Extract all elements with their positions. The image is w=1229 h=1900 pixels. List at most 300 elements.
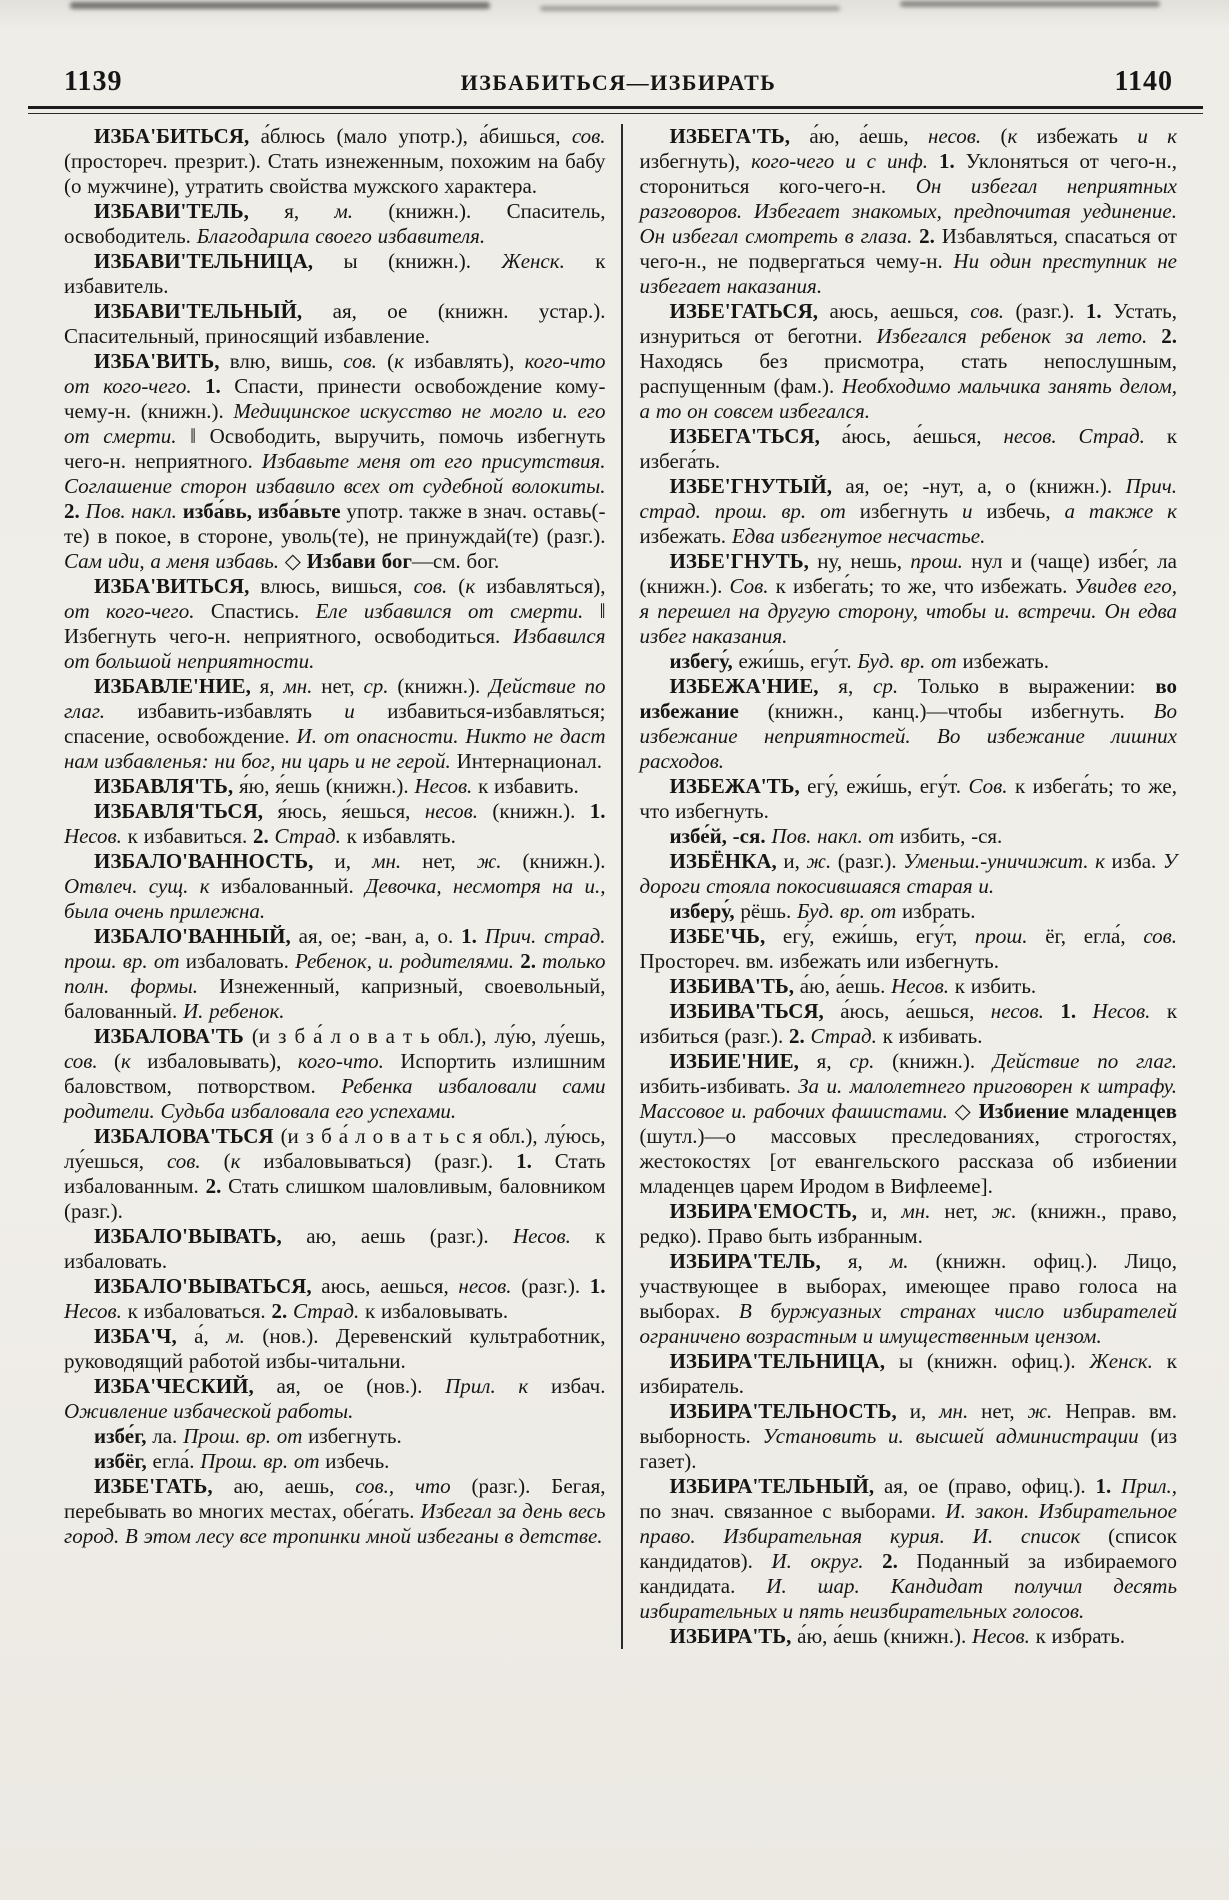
text-run: избавиться-избавляться; спасение, освобождение. bbox=[64, 699, 606, 748]
text-run: Страд. bbox=[810, 1024, 877, 1048]
text-run: я, bbox=[284, 199, 335, 223]
dictionary-entry bbox=[64, 299, 606, 349]
text-run: Несов. bbox=[971, 1624, 1030, 1648]
dictionary-entry bbox=[64, 1424, 606, 1449]
dictionary-entry bbox=[640, 1349, 1178, 1399]
text-run: ая, ое (книжн. устар.). Спасительный, приносящий избавление. bbox=[64, 299, 606, 348]
text-run: ИЗБАЛОВА'ТЬСЯ bbox=[94, 1124, 281, 1148]
text-run: ИЗБАВЛЯ'ТЬ, bbox=[94, 774, 239, 798]
text-run: ну, нешь, bbox=[817, 549, 911, 573]
dictionary-entry bbox=[64, 574, 606, 674]
text-run: Уменьш.-уничижит. к bbox=[903, 849, 1105, 873]
text-run: а́ю, а́ешь (книжн.). bbox=[797, 1624, 972, 1648]
text-run: я, bbox=[816, 1049, 850, 1073]
text-run: нет, bbox=[312, 674, 364, 698]
text-run: 1. bbox=[1060, 999, 1077, 1023]
text-run: кого-что от кого-чего. bbox=[64, 349, 606, 398]
text-run: Стать избалованным. bbox=[64, 1149, 606, 1198]
text-run: избрать. bbox=[896, 899, 976, 923]
text-run: по знач. связанное с выборами. bbox=[639, 1499, 946, 1523]
text-run: (список кандидатов). bbox=[639, 1524, 1177, 1573]
text-run: 1. bbox=[589, 799, 606, 823]
text-run: и bbox=[344, 699, 355, 723]
text-run: ая, ое; -ван, а, о. bbox=[298, 924, 462, 948]
right-column bbox=[621, 124, 1178, 1649]
text-run: Медицинское искусство не могло и. его от смерти. bbox=[64, 399, 606, 448]
dictionary-entry bbox=[640, 1249, 1178, 1349]
text-run: избить-избивать. bbox=[639, 1074, 799, 1098]
text-run: и bbox=[962, 499, 973, 523]
text-run: м. bbox=[334, 199, 354, 223]
left-page-number: 1139 bbox=[64, 66, 123, 97]
text-run: Ребенок, и. родителями. bbox=[295, 949, 514, 973]
text-run: избежать bbox=[1017, 124, 1138, 148]
dictionary-entry bbox=[640, 124, 1178, 299]
text-run: Страд. bbox=[292, 1299, 360, 1323]
text-run: Страд. bbox=[274, 824, 341, 848]
text-run: я́юсь, я́ешься, bbox=[277, 799, 425, 823]
text-run: мн. bbox=[939, 1399, 969, 1423]
text-run: сов. bbox=[64, 1049, 98, 1073]
text-run: ИЗБИРА'ТЕЛЬНОСТЬ, bbox=[669, 1399, 910, 1423]
text-run: Несов. bbox=[414, 774, 473, 798]
text-run: Девочка, несмотря на и., была очень прилежна. bbox=[64, 874, 606, 923]
page-header bbox=[64, 66, 1173, 98]
text-run: Пов. накл. bbox=[85, 499, 177, 523]
text-run: ИЗБИВА'ТЬСЯ, bbox=[669, 999, 841, 1023]
text-run: несов. bbox=[927, 124, 982, 148]
text-run: к bbox=[121, 1049, 131, 1073]
text-run: —см. бог. bbox=[411, 549, 500, 573]
text-run: нет, bbox=[968, 1399, 1028, 1423]
text-run: Установить и. высшей администрации bbox=[762, 1424, 1139, 1448]
text-run: (книжн.). Спаситель, освободитель. bbox=[64, 199, 606, 248]
text-run: м. bbox=[889, 1249, 909, 1273]
text-run: Действие по глаг. bbox=[992, 1049, 1177, 1073]
text-run: Изнеженный, капризный, своевольный, балованный. bbox=[64, 974, 606, 1023]
text-run: прош. bbox=[910, 549, 963, 573]
text-run: к избивать. bbox=[876, 1024, 983, 1048]
scan-artifact bbox=[540, 6, 840, 11]
text-run: ср. bbox=[363, 674, 389, 698]
text-run: ИЗБЕЖА'ТЬ, bbox=[669, 774, 808, 798]
text-run: Несов. bbox=[513, 1224, 571, 1248]
text-run: я, bbox=[259, 674, 284, 698]
text-run: 2. bbox=[882, 1549, 898, 1573]
text-run: И. закон. Избирательное право. Избирательная курия. И. список bbox=[639, 1499, 1178, 1548]
text-run: и, bbox=[334, 849, 373, 873]
text-run: аюсь, аешься, bbox=[321, 1274, 459, 1298]
text-run: аюсь, аешься, bbox=[829, 299, 971, 323]
text-run: Прич. страд. прош. вр. от bbox=[64, 924, 606, 973]
text-run: к избавитель. bbox=[64, 249, 606, 298]
text-run: от кого-чего. bbox=[64, 599, 195, 623]
text-run: (книжн., канц.)—чтобы избегнуть. bbox=[738, 699, 1154, 723]
text-run: несов. bbox=[458, 1274, 512, 1298]
text-run: аю, аешь (разг.). bbox=[306, 1224, 513, 1248]
text-run: Едва избегнутое несчастье. bbox=[731, 524, 986, 548]
dictionary-entry bbox=[640, 424, 1178, 474]
right-page-number: 1140 bbox=[1114, 66, 1173, 97]
text-run: (книжн., право, редко). Право быть избранным. bbox=[639, 1199, 1177, 1248]
text-run: ИЗБА'ЧЕСКИЙ, bbox=[94, 1374, 277, 1398]
text-run: мн. bbox=[372, 849, 402, 873]
dictionary-entry bbox=[64, 674, 606, 774]
dictionary-entry bbox=[640, 299, 1178, 424]
text-run: ИЗБА'Ч, bbox=[94, 1324, 195, 1348]
text-run: ж. bbox=[991, 1199, 1017, 1223]
text-run: Избегал за день весь город. В этом лесу все тропинки мной избеганы в детстве. bbox=[64, 1499, 606, 1548]
text-run bbox=[864, 1549, 883, 1573]
dictionary-entry bbox=[64, 1024, 606, 1124]
text-run: избаловываться) (разг.). bbox=[240, 1149, 517, 1173]
dictionary-entry bbox=[64, 1474, 606, 1549]
text-run: к избаловать. bbox=[64, 1224, 606, 1273]
text-run: Прил. к bbox=[445, 1374, 529, 1398]
text-run: (разг.). bbox=[511, 1274, 590, 1298]
text-run: избечь, bbox=[972, 499, 1065, 523]
text-run: прош. bbox=[974, 924, 1028, 948]
text-run: Избавьте меня от его присутствия. Соглашение сторон избавило всех от судебной волокиты. bbox=[64, 449, 606, 498]
text-run: аю, аешь, bbox=[233, 1474, 356, 1498]
text-run: (шутл.)—о массовых преследованиях, строгостях, жестокостях [от евангельского рассказа об избиении младенцев царем Иродом в Вифлееме]. bbox=[639, 1124, 1177, 1198]
text-run: Ребенка избаловали сами родители. Судьба избаловала его успехами. bbox=[64, 1074, 606, 1123]
text-run: 1. bbox=[516, 1149, 532, 1173]
text-run: ИЗБИВА'ТЬ, bbox=[669, 974, 800, 998]
scan-artifact bbox=[70, 2, 490, 9]
text-run: и, bbox=[783, 849, 807, 873]
text-run: сов. bbox=[1143, 924, 1177, 948]
text-run: Пов. накл. от bbox=[771, 824, 895, 848]
text-run: ИЗБАВЛЯ'ТЬСЯ, bbox=[94, 799, 278, 823]
text-run: к bbox=[394, 349, 404, 373]
text-run: изберу́, bbox=[669, 899, 741, 923]
text-run bbox=[1111, 1474, 1121, 1498]
text-run: мн. bbox=[283, 674, 313, 698]
text-run: Спастись. bbox=[194, 599, 316, 623]
text-run: м. bbox=[226, 1324, 245, 1348]
text-run: сов. bbox=[166, 1149, 201, 1173]
text-run: избить, -ся. bbox=[894, 824, 1003, 848]
text-run: егу́, ежи́шь, егу́т, bbox=[782, 924, 975, 948]
text-run: (книжн.). bbox=[477, 799, 590, 823]
dictionary-entry bbox=[640, 824, 1178, 849]
header-rule bbox=[28, 106, 1203, 114]
text-run: изба. bbox=[1104, 849, 1163, 873]
text-run: Несов. bbox=[64, 824, 122, 848]
dictionary-entry bbox=[640, 474, 1178, 549]
text-run: избаловать. bbox=[179, 949, 296, 973]
text-run: ИЗБАВЛЕ'НИЕ, bbox=[94, 674, 260, 698]
text-run: ИЗБИРА'ТЕЛЬ, bbox=[669, 1249, 848, 1273]
text-run: ИЗБАЛО'ВЫВАТЬ, bbox=[94, 1224, 307, 1248]
text-run: Он избегал неприятных разговоров. Избегает знакомых, предпочитая уединение. Он избегал смотреть в глаза. bbox=[639, 174, 1177, 248]
text-run: я, bbox=[847, 1249, 890, 1273]
text-run: ая, ое (нов.). bbox=[276, 1374, 446, 1398]
text-run: влю, вишь, bbox=[229, 349, 344, 373]
text-run: ая, ое; -нут, а, о (книжн.). bbox=[845, 474, 1126, 498]
text-run: и, bbox=[909, 1399, 940, 1423]
text-run: нет, bbox=[401, 849, 477, 873]
text-run: избавить-избавлять bbox=[105, 699, 345, 723]
text-run: рёшь. bbox=[740, 899, 797, 923]
text-run: ИЗБЕ'ГАТЬ, bbox=[94, 1474, 234, 1498]
text-run: ( bbox=[200, 1149, 231, 1173]
text-run: ср. bbox=[873, 674, 899, 698]
text-run: а́юсь, а́ешься, bbox=[840, 999, 991, 1023]
text-run: ИЗБЕ'ГНУТЫЙ, bbox=[669, 474, 846, 498]
text-run: Находясь без присмотра, стать непослушным, распущенным (фам.). bbox=[639, 349, 1177, 398]
text-run: ( bbox=[376, 349, 395, 373]
dictionary-entry bbox=[64, 799, 606, 849]
text-run: ж. bbox=[476, 849, 502, 873]
text-run bbox=[1044, 999, 1060, 1023]
text-run: Интернационал. bbox=[450, 749, 602, 773]
text-run: Устать, изнуриться от беготни. bbox=[639, 299, 1177, 348]
text-run: 2. bbox=[789, 1024, 805, 1048]
text-run: 2. bbox=[253, 824, 269, 848]
text-run: ИЗБАВИ'ТЕЛЬНЫЙ, bbox=[94, 299, 333, 323]
text-run: ИЗБИРА'ТЬ, bbox=[669, 1624, 798, 1648]
dictionary-entry bbox=[640, 974, 1178, 999]
text-run: Благодарила своего избавителя. bbox=[196, 224, 486, 248]
dictionary-entry bbox=[640, 899, 1178, 924]
dictionary-entry bbox=[640, 1474, 1178, 1624]
text-run: и, bbox=[870, 1199, 902, 1223]
text-run: Сов. bbox=[729, 574, 769, 598]
text-run: к bbox=[230, 1149, 241, 1173]
text-run: (простореч. презрит.). Стать изнеженным, похожим на бабу (о мужчине), утратить свойства мужского характера. bbox=[64, 149, 606, 198]
text-run: ИЗБЕГА'ТЬ, bbox=[669, 124, 810, 148]
text-run: ИЗБИЕ'НИЕ, bbox=[669, 1049, 817, 1073]
text-run: У дороги стояла покосившаяся старая и. bbox=[639, 849, 1177, 898]
text-run: ( bbox=[97, 1049, 122, 1073]
dictionary-entry bbox=[640, 849, 1178, 899]
dictionary-entry bbox=[640, 1399, 1178, 1474]
text-run: изба́вь, изба́вьте bbox=[182, 499, 341, 523]
dictionary-entry bbox=[64, 199, 606, 249]
text-run: кого-что. bbox=[297, 1049, 384, 1073]
dictionary-entry bbox=[64, 249, 606, 299]
text-run: 1. bbox=[589, 1274, 606, 1298]
text-run: а́, bbox=[194, 1324, 227, 1348]
text-run: ИЗБЕ'ГНУТЬ, bbox=[669, 549, 818, 573]
text-run bbox=[1147, 324, 1161, 348]
text-run: Во избежание неприятностей. Во избежание лишних расходов. bbox=[639, 699, 1177, 773]
text-run: Простореч. вм. избежать или избегнуть. bbox=[639, 949, 999, 973]
dictionary-entry bbox=[64, 1124, 606, 1224]
text-run: (книжн.). bbox=[388, 674, 490, 698]
text-run: ёг, егла́, bbox=[1027, 924, 1144, 948]
text-run: к bbox=[1007, 124, 1018, 148]
text-run: ИЗБЕЖА'НИЕ, bbox=[669, 674, 839, 698]
text-run: 2. bbox=[205, 1174, 222, 1198]
text-run: 1. bbox=[461, 924, 477, 948]
text-run: Только в выражении: bbox=[898, 674, 1156, 698]
text-run: к избавить. bbox=[472, 774, 579, 798]
text-run: избе́й, -ся. bbox=[669, 824, 766, 848]
text-run: к bbox=[465, 574, 476, 598]
dictionary-entry bbox=[64, 774, 606, 799]
text-run: Женск. bbox=[1089, 1349, 1153, 1373]
text-run: ИЗБЁНКА, bbox=[669, 849, 784, 873]
text-run: к избега́ть. bbox=[639, 424, 1178, 473]
text-run: 1. bbox=[1085, 299, 1102, 323]
text-run: Прич. страд. прош. вр. от bbox=[639, 474, 1177, 523]
text-run: к избавлять. bbox=[340, 824, 456, 848]
text-run: Несов. bbox=[64, 1299, 122, 1323]
text-run: а́ю, а́ешь, bbox=[809, 124, 928, 148]
text-run: Необходимо мальчика занять делом, а то он совсем избегался. bbox=[639, 374, 1177, 423]
dictionary-entry bbox=[640, 774, 1178, 824]
text-run: Стать слишком шаловливым, баловником (разг.). bbox=[64, 1174, 606, 1223]
text-run: Несов. bbox=[1092, 999, 1151, 1023]
text-run: 2. bbox=[64, 499, 80, 523]
text-run: к избавиться. bbox=[121, 824, 254, 848]
text-run: Прил., bbox=[1121, 1474, 1177, 1498]
text-run: ая, ое (право, офиц.). bbox=[883, 1474, 1096, 1498]
text-run: Сам иди, а меня избавь. bbox=[64, 549, 280, 573]
dictionary-entry bbox=[640, 1624, 1178, 1649]
text-run: употр. также в знач. оставь(-те) в покое, в стороне, уволь(те), не принуждай(те) (разг.). bbox=[64, 499, 606, 548]
text-run: (книжн. офиц.). Лицо, участвующее в выборах, имеющее право голоса на выборах. bbox=[639, 1249, 1178, 1323]
text-run: нет, bbox=[930, 1199, 992, 1223]
dictionary-entry bbox=[640, 549, 1178, 649]
text-run bbox=[192, 374, 205, 398]
text-run: ИЗБА'ВИТЬ, bbox=[94, 349, 230, 373]
text-run: а́юсь, а́ешься, bbox=[841, 424, 1004, 448]
text-run: 1. bbox=[205, 374, 221, 398]
text-run: Несов. bbox=[891, 974, 949, 998]
text-run: избежать. bbox=[639, 524, 732, 548]
dictionary-entry bbox=[640, 1049, 1178, 1199]
text-run: нул и (чаще) избе́г, ла (книжн.). bbox=[639, 549, 1177, 598]
text-run: ◇ bbox=[279, 549, 307, 573]
text-run: 2. bbox=[919, 224, 935, 248]
text-run: ИЗБАЛО'ВАННЫЙ, bbox=[94, 924, 299, 948]
text-run: Сов. bbox=[968, 774, 1008, 798]
text-run: Избави бог bbox=[306, 549, 412, 573]
dictionary-entry bbox=[64, 1224, 606, 1274]
text-run: избе́г, bbox=[94, 1424, 153, 1448]
text-run: (разг.). Бегая, перебывать во многих местах, обе́гать. bbox=[64, 1474, 606, 1523]
text-run: к избить. bbox=[949, 974, 1037, 998]
text-run: мн. bbox=[901, 1199, 931, 1223]
text-run: (книжн.). bbox=[874, 1049, 993, 1073]
text-run: Спасти, принести освобождение кому-чему-н. (книжн.). bbox=[64, 374, 606, 423]
scan-artifact bbox=[900, 1, 1160, 7]
text-run: Избегался ребенок за лето. bbox=[876, 324, 1148, 348]
text-run: ( bbox=[447, 574, 466, 598]
text-run: Избавляться, спасаться от чего-н., не подвергаться чему-н. bbox=[639, 224, 1177, 273]
text-run: а́блюсь (мало употр.), а́бишься, bbox=[260, 124, 572, 148]
dictionary-entry bbox=[64, 924, 606, 1024]
text-run: ◇ bbox=[947, 1099, 979, 1123]
text-run: (и з б а́ л о в а т ь с я обл.), лу́юсь, лу́ешься, bbox=[64, 1124, 606, 1173]
dictionary-entry bbox=[64, 1324, 606, 1374]
text-run: (из газет). bbox=[639, 1424, 1178, 1473]
text-run: ж. bbox=[1027, 1399, 1053, 1423]
text-run: я, bbox=[838, 674, 874, 698]
text-run: Испортить излишним баловством, потворством. bbox=[64, 1049, 606, 1098]
text-run: ж. bbox=[806, 849, 832, 873]
text-run: И. от опасности. Никто не даст нам избавленья: ни бог, ни царь и не герой. bbox=[64, 724, 606, 773]
dictionary-entry bbox=[64, 1374, 606, 1424]
dictionary-entry bbox=[64, 124, 606, 199]
text-run: избегнуть), bbox=[639, 149, 752, 173]
text-run: ИЗБИРА'ТЕЛЬНИЦА, bbox=[669, 1349, 899, 1373]
text-run: избавлять), bbox=[403, 349, 525, 373]
text-run: Поданный за избираемого кандидата. bbox=[639, 1549, 1178, 1598]
text-run: избегнуть. bbox=[302, 1424, 402, 1448]
text-run: Неправ. вм. выборность. bbox=[639, 1399, 1177, 1448]
text-run: только полн. формы. bbox=[64, 949, 606, 998]
text-run: влюсь, вишься, bbox=[260, 574, 414, 598]
text-run: И. округ. bbox=[771, 1549, 864, 1573]
text-run: я́ю, я́ешь (книжн.). bbox=[238, 774, 415, 798]
text-run: избаловывать), bbox=[130, 1049, 298, 1073]
text-run: сов. bbox=[413, 574, 448, 598]
text-run: ИЗБАЛО'ВЫВАТЬСЯ, bbox=[94, 1274, 322, 1298]
text-run: И. ребенок. bbox=[182, 999, 285, 1023]
text-run: а́ю, а́ешь. bbox=[799, 974, 892, 998]
text-run: Прош. вр. от bbox=[183, 1424, 303, 1448]
text-run: Оживление избаческой работы. bbox=[64, 1399, 354, 1423]
text-run: (разг.). bbox=[1003, 299, 1086, 323]
running-head: ИЗБАБИТЬСЯ—ИЗБИРАТЬ bbox=[460, 70, 777, 95]
text-run: ИЗБА'ВИТЬСЯ, bbox=[94, 574, 261, 598]
text-run: сов., что bbox=[355, 1474, 451, 1498]
text-run: к избиратель. bbox=[639, 1349, 1178, 1398]
text-run: избечь. bbox=[319, 1449, 390, 1473]
text-run: Действие по глаг. bbox=[64, 674, 606, 723]
text-run: ежи́шь, егу́т. bbox=[738, 649, 858, 673]
text-run: 1. bbox=[1095, 1474, 1112, 1498]
dictionary-entry bbox=[640, 649, 1178, 674]
text-run: сов. bbox=[343, 349, 377, 373]
text-run: ( bbox=[981, 124, 1008, 148]
text-run: (книжн.). bbox=[501, 849, 606, 873]
text-run: За и. малолетнего приговорен к штрафу. Массовое и. рабочих фашистами. bbox=[639, 1074, 1177, 1123]
text-run: ы (книжн. офиц.). bbox=[898, 1349, 1090, 1373]
text-run: сов. bbox=[970, 299, 1004, 323]
dictionary-entry bbox=[640, 1199, 1178, 1249]
text-run: избач. bbox=[528, 1374, 606, 1398]
text-run: к избега́ть; то же, что избежать. bbox=[768, 574, 1075, 598]
text-run: В буржуазных странах число избирателей ограничено возрастным и имущественным цензом. bbox=[639, 1299, 1178, 1348]
text-run: (нов.). Деревенский культработник, руководящий работой избы-читальни. bbox=[64, 1324, 606, 1373]
text-run: ср. bbox=[849, 1049, 875, 1073]
text-run: Уклоняться от чего-н., сторониться кого-чего-н. bbox=[639, 149, 1177, 198]
dictionary-entry bbox=[64, 1274, 606, 1324]
text-run: Избавился от большой неприятности. bbox=[64, 624, 606, 673]
text-run: несов. bbox=[424, 799, 478, 823]
text-run: Увидев его, я перешел на другую сторону, чтобы и. встречи. Он едва избег наказания. bbox=[639, 574, 1177, 648]
text-run: к избиться (разг.). bbox=[639, 999, 1178, 1048]
text-run: ИЗБИРА'ЕМОСТЬ, bbox=[669, 1199, 871, 1223]
dictionary-entry bbox=[640, 999, 1178, 1049]
text-run: 2. bbox=[1161, 324, 1178, 348]
text-run: Еле избавился от смерти. bbox=[315, 599, 584, 623]
text-run: ‖ Избегнуть чего-н. неприятного, освободиться. bbox=[64, 599, 606, 648]
text-run: избавляться), bbox=[475, 574, 606, 598]
text-run: во избежание bbox=[639, 674, 1178, 723]
text-run: кого-чего и с инф. bbox=[751, 149, 929, 173]
text-run: ИЗБИРА'ТЕЛЬНЫЙ, bbox=[669, 1474, 884, 1498]
text-run: 2. bbox=[271, 1299, 288, 1323]
text-run: Прош. вр. от bbox=[200, 1449, 320, 1473]
text-run: ИЗБАЛОВА'ТЬ bbox=[94, 1024, 252, 1048]
